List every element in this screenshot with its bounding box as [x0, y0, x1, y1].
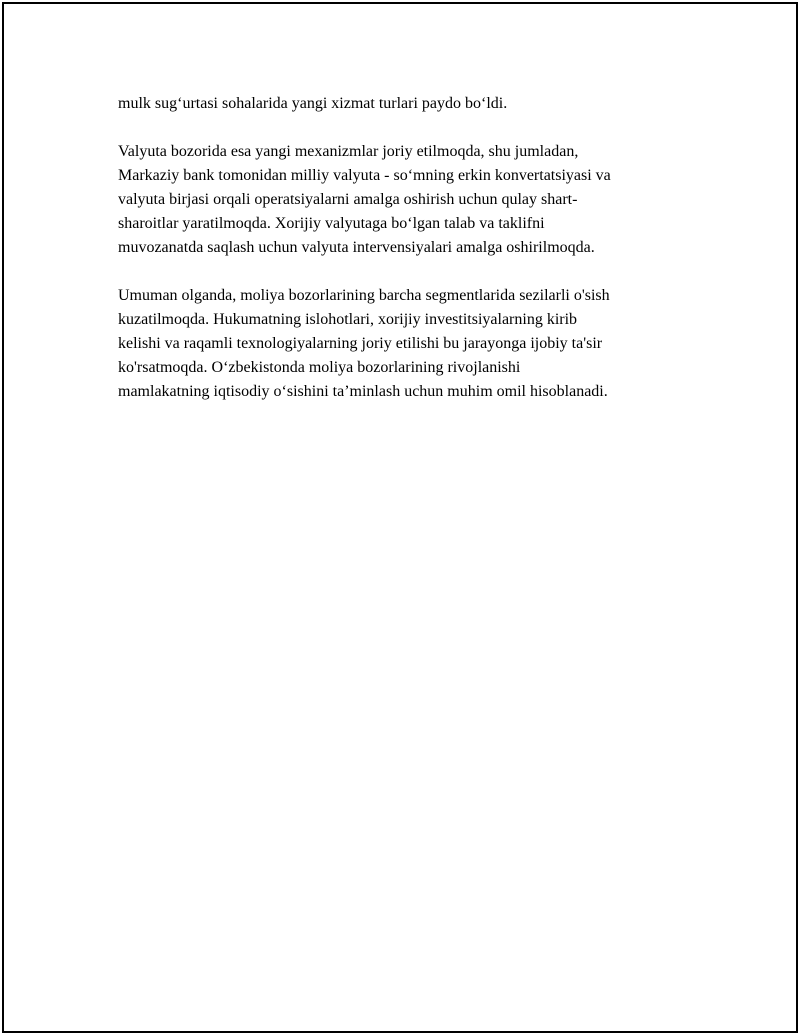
text-line: kuzatilmoqda. Hukumatning islohotlari, xorijiy investitsiyalarning kirib — [118, 311, 578, 328]
text-line: sharoitlar yaratilmoqda. Xorijiy valyutaga bo‘lgan talab va taklifni — [118, 215, 545, 232]
paragraph-spacer — [118, 260, 698, 284]
paragraph — [118, 284, 698, 404]
text-line: Markaziy bank tomonidan milliy valyuta - so‘mning erkin konvertatsiyasi va — [118, 167, 611, 184]
text-line: kelishi va raqamli texnologiyalarning joriy etilishi bu jarayonga ijobiy ta'sir — [118, 335, 603, 352]
document-body — [118, 92, 698, 404]
paragraph — [118, 92, 698, 116]
text-line: ko'rsatmoqda. O‘zbekistonda moliya bozorlarining rivojlanishi — [118, 359, 521, 376]
text-line: muvozanatda saqlash uchun valyuta intervensiyalari amalga oshirilmoqda. — [118, 239, 595, 256]
text-line: Valyuta bozorida esa yangi mexanizmlar joriy etilmoqda, shu jumladan, — [118, 143, 579, 160]
text-line: mulk sug‘urtasi sohalarida yangi xizmat turlari paydo bo‘ldi. — [118, 95, 508, 112]
text-line: Umuman olganda, moliya bozorlarining barcha segmentlarida sezilarli o'sish — [118, 287, 610, 304]
text-line: mamlakatning iqtisodiy o‘sishini ta’minlash uchun muhim omil hisoblanadi. — [118, 383, 608, 400]
paragraph-spacer — [118, 116, 698, 140]
paragraph — [118, 140, 698, 260]
text-line: valyuta birjasi orqali operatsiyalarni amalga oshirish uchun qulay shart- — [118, 191, 578, 208]
